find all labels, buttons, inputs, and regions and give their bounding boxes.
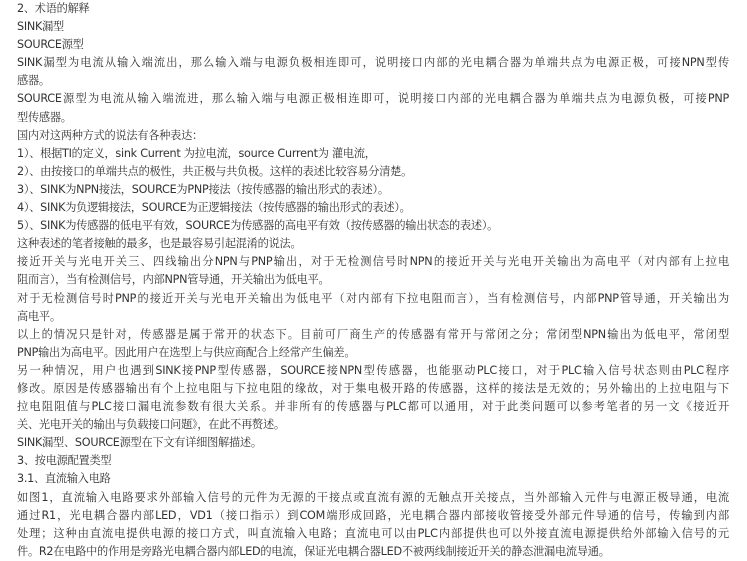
text-line: 这种表述的笔者接触的最多，也是最容易引起混淆的说法。 (17, 237, 302, 251)
text-line: 2）、由按接口的单端共点的极性，共正极与共负极。这样的表述比较容易分清楚。 (17, 164, 413, 178)
text-line: 拉电阻阻值与PLC接口漏电流参数有很大关系。并非所有的传感器与PLC都可以通用，对于此类问题可以参考笔者的另一文《接近开 (17, 400, 729, 414)
text-line: 2、术语的解释 (17, 2, 90, 15)
text-line: 另一种情况，用户也遇到SINK接PNP型传感器，SOURCE接NPN型传感器，也能驱动PLC接口，对于PLC输入信号状态则由PLC程序 (17, 363, 729, 377)
text-line: 修改。原因是传感器输出有个上拉电阻与下拉电阻的缘故，对于集电极开路的传感器，这样的接法是无效的；另外输出的上拉电阻与下 (17, 381, 729, 395)
text-line: 关、光电开关的输出与负载接口问题》，在此不再赘述。 (17, 418, 285, 432)
text-line: 型传感器。 (17, 110, 72, 124)
text-line: PNP输出为高电平。因此用户在选型上与供应商配合上经常产生偏差。 (17, 345, 356, 359)
text-line: 4）、SINK为负逻辑接法，SOURCE为正逻辑接法（按传感器的输出形式的表述）。 (17, 201, 411, 215)
text-line: 以上的情况只是针对，传感器是属于常开的状态下。目前可厂商生产的传感器有常开与常闭之分；常闭型NPN输出为低电平，常闭型 (17, 327, 729, 341)
text-line: 件。R2在电路中的作用是旁路光电耦合器内部LED的电流，保证光电耦合器LED不被两线制接近开关的静态泄漏电流导通。 (17, 544, 610, 558)
text-line: SINK漏型为电流从输入端流出，那么输入端与电源负极相连即可，说明接口内部的光电耦合器为单端共点为电源正极，可接NPN型传 (17, 56, 729, 70)
text-line: 对于无检测信号时PNP的接近开关与光电开关输出为低电平（对内部有下拉电阻而言），当有检测信号，内部PNP管导通，开关输出为 (17, 291, 729, 305)
text-line: 国内对这两种方式的说法有各种表达： (17, 128, 203, 142)
text-line: 通过R1，光电耦合器内部LED，VD1（接口指示）到COM端形成回路，光电耦合器内部接收管接受外部元件导通的信号，传输到内部 (17, 508, 729, 522)
text-line: SINK漏型 (17, 20, 64, 34)
text-line: 高电平。 (17, 309, 61, 323)
text-line: SOURCE源型为电流从输入端流进，那么输入端与电源正极相连即可，说明接口内部的光电耦合器为单端共点为电源负极，可接PNP (17, 92, 729, 106)
text-line: 3）、SINK为NPN接法，SOURCE为PNP接法（按传感器的输出形式的表述）。 (17, 182, 389, 196)
text-line: 3.1、直流输入电路 (17, 472, 111, 486)
text-line: 1）、根据TI的定义，sink Current 为拉电流，source Current为 灌电流， (17, 146, 376, 160)
text-line: 感器。 (17, 74, 50, 88)
text-line: 如图1，直流输入电路要求外部输入信号的元件为无源的干接点或直流有源的无触点开关接点，当外部输入元件与电源正极导通，电流 (17, 490, 729, 504)
text-line: SOURCE源型 (17, 38, 84, 52)
text-line: SINK漏型、SOURCE源型在下文有详细图解描述。 (17, 436, 262, 450)
text-line: 3、按电源配置类型 (17, 454, 112, 468)
article-body (17, 0, 729, 561)
text-line: 5）、SINK为传感器的低电平有效，SOURCE为传感器的高电平有效（按传感器的输出状态的表述）。 (17, 219, 499, 233)
text-line: 阻而言），当有检测信号，内部NPN管导通，开关输出为低电平。 (17, 273, 330, 287)
text-line: 接近开关与光电开关三、四线输出分NPN与PNP输出，对于无检测信号时NPN的接近开关与光电开关输出为高电平（对内部有上拉电 (17, 255, 729, 269)
text-line: 处理；这种由直流电提供电源的接口方式，叫直流输入电路；直流电可以由PLC内部提供也可以外接直流电源提供给外部输入信号的元 (17, 526, 729, 540)
